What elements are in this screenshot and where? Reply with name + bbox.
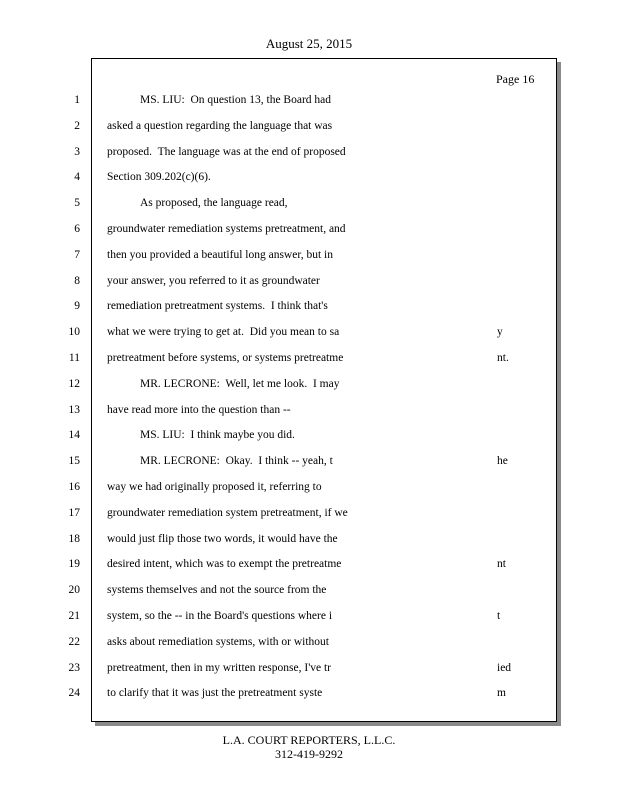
- transcript-line: [0, 165, 618, 191]
- transcript-line: [0, 449, 618, 475]
- line-number: 13: [68, 403, 80, 416]
- line-number: 15: [68, 455, 80, 468]
- line-number: 2: [74, 119, 80, 132]
- line-text: remediation pretreatment systems. I think that's: [107, 300, 328, 313]
- line-overflow-text: m: [497, 687, 506, 700]
- line-text: Section 309.202(c)(6).: [107, 171, 211, 184]
- line-overflow-text: ied: [497, 661, 512, 674]
- transcript-lines: [0, 88, 618, 707]
- transcript-line: [0, 269, 618, 295]
- line-number: 8: [74, 274, 80, 287]
- transcript-line: [0, 475, 618, 501]
- transcript-line: [0, 88, 618, 114]
- line-text: have read more into the question than --: [107, 403, 291, 416]
- transcript-line: [0, 398, 618, 424]
- transcript-line: [0, 552, 618, 578]
- transcript-line: [0, 501, 618, 527]
- line-number: 19: [68, 558, 80, 571]
- line-overflow-text: nt.: [497, 351, 509, 364]
- line-text: systems themselves and not the source from the: [107, 584, 327, 597]
- line-number: 17: [68, 506, 80, 519]
- footer-phone: 312-419-9292: [275, 747, 343, 761]
- line-text: asks about remediation systems, with or without: [107, 635, 329, 648]
- transcript-line: [0, 140, 618, 166]
- line-number: 23: [68, 661, 80, 674]
- transcript-line: [0, 243, 618, 269]
- line-number: 18: [68, 532, 80, 545]
- transcript-line: [0, 320, 618, 346]
- transcript-line: [0, 372, 618, 398]
- transcript-line: [0, 527, 618, 553]
- footer: [0, 733, 618, 761]
- header-date: August 25, 2015: [265, 36, 353, 51]
- line-overflow-text: t: [497, 609, 501, 622]
- line-number: 21: [68, 609, 80, 622]
- transcript-line: [0, 423, 618, 449]
- line-text: would just flip those two words, it would have the: [107, 532, 338, 545]
- transcript-line: [0, 114, 618, 140]
- line-text: desired intent, which was to exempt the pretreatme: [107, 558, 342, 571]
- line-overflow-text: nt: [497, 558, 506, 571]
- line-number: 1: [74, 94, 80, 106]
- line-number: 4: [74, 171, 80, 184]
- line-text: asked a question regarding the language that was: [107, 119, 333, 132]
- line-text: to clarify that it was just the pretreatment syste: [107, 687, 323, 700]
- transcript-line: [0, 294, 618, 320]
- line-number: 10: [68, 326, 80, 339]
- transcript-line: [0, 578, 618, 604]
- line-text: groundwater remediation systems pretreatment, and: [107, 222, 346, 235]
- line-number: 5: [74, 197, 80, 210]
- line-text: pretreatment before systems, or systems pretreatme: [107, 351, 344, 364]
- line-number: 20: [68, 584, 80, 597]
- line-text: As proposed, the language read,: [140, 197, 288, 210]
- footer-company: L.A. COURT REPORTERS, L.L.C.: [222, 733, 396, 747]
- transcript-line: [0, 681, 618, 707]
- line-number: 16: [68, 480, 80, 493]
- line-number: 9: [74, 300, 80, 313]
- line-number: 3: [74, 145, 80, 158]
- line-number: 12: [68, 377, 80, 390]
- transcript-line: [0, 217, 618, 243]
- transcript-line: [0, 630, 618, 656]
- line-text: pretreatment, then in my written response, I've tr: [107, 661, 332, 674]
- line-number: 11: [68, 351, 80, 364]
- transcript-line: [0, 604, 618, 630]
- line-number: 14: [68, 429, 80, 442]
- line-number: 22: [68, 635, 80, 648]
- line-text: system, so the -- in the Board's questions where i: [107, 609, 333, 622]
- line-text: MS. LIU: I think maybe you did.: [140, 429, 295, 442]
- line-number: 24: [68, 687, 80, 700]
- line-text: MR. LECRONE: Well, let me look. I may: [140, 377, 340, 390]
- line-overflow-text: he: [497, 455, 508, 468]
- line-text: your answer, you referred to it as groundwater: [107, 274, 320, 287]
- line-text: groundwater remediation system pretreatment, if we: [107, 506, 348, 519]
- line-text: way we had originally proposed it, referring to: [107, 480, 322, 493]
- line-text: proposed. The language was at the end of proposed: [107, 145, 346, 158]
- line-overflow-text: y: [497, 326, 503, 339]
- line-number: 6: [74, 222, 80, 235]
- line-text: then you provided a beautiful long answer, but in: [107, 248, 333, 261]
- line-text: what we were trying to get at. Did you mean to sa: [107, 326, 340, 339]
- line-text: MR. LECRONE: Okay. I think -- yeah, t: [140, 455, 333, 468]
- page-number: Page 16: [496, 72, 535, 86]
- transcript-line: [0, 191, 618, 217]
- transcript-line: [0, 346, 618, 372]
- line-number: 7: [74, 248, 80, 261]
- line-text: MS. LIU: On question 13, the Board had: [140, 94, 332, 106]
- transcript-line: [0, 656, 618, 682]
